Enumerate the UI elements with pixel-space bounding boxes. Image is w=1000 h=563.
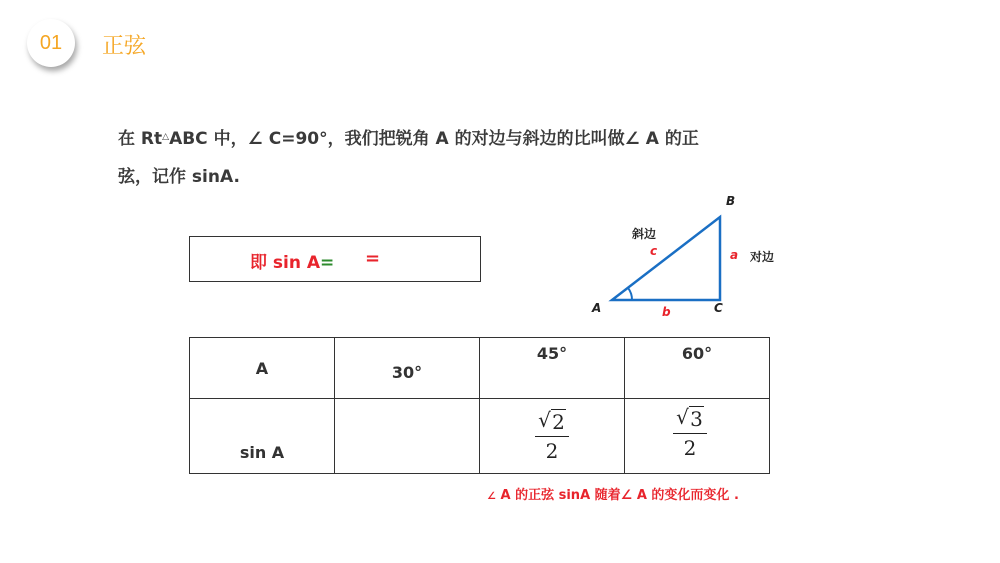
opposite-label: 对边 [750,250,775,264]
right-triangle-diagram [580,188,800,328]
formula-box [189,236,481,282]
table-row-label-sin: sin A [190,399,335,474]
table-cell-30: 30° [335,338,480,399]
table-cell-sin30 [335,399,480,474]
triangle-shape [612,217,720,300]
side-c-label: c [650,244,658,258]
table-cell-60: 60° [625,338,770,399]
definition-text-1: 在 Rt [118,129,163,149]
formula-eq2: = [365,248,381,269]
fraction-sqrt3-over-2: √ 3 2 [673,407,707,460]
vertex-b-label: B [726,194,736,208]
triangle-symbol: △ [162,132,170,142]
table-cell-sin45 [480,399,625,474]
definition-paragraph [118,118,838,196]
formula-lead-text: 即 sin A [250,253,321,273]
vertex-c-label: C [714,301,723,315]
page-title: 正弦 [102,34,147,59]
angle-a-arc [628,288,632,300]
radicand-3: 3 [690,406,703,431]
conclusion-note [487,484,739,503]
sine-values-table [189,337,770,474]
angle-symbol: ∠ [487,491,496,502]
hypotenuse-label: 斜边 [632,227,657,241]
table-cell-sin60 [625,399,770,474]
denominator-2: 2 [545,438,559,463]
table-row [190,399,770,474]
definition-text-2: ABC 中，∠ C=90°，我们把锐角 A 的对边与斜边的比叫做∠ A 的正 [169,129,699,149]
table-row [190,338,770,399]
side-a-label: a [730,248,739,262]
table-cell-45: 45° [480,338,625,399]
radicand-2: 2 [552,409,565,434]
denominator-2: 2 [683,435,697,460]
section-number-badge [27,19,75,67]
definition-text-3: 弦，记作 sinA. [118,167,240,187]
section-number: 01 [39,31,63,54]
fraction-sqrt2-over-2: √ 2 2 [535,410,569,463]
note-text-2: A 随着∠ A 的变化而变化 . [580,488,739,503]
table-header-angle: A [190,338,335,399]
formula-eq1: = [320,253,335,273]
vertex-a-label: A [592,301,602,315]
note-text-1: A 的正弦 sin [500,488,581,503]
formula-lead [250,248,334,273]
side-b-label: b [662,305,671,319]
